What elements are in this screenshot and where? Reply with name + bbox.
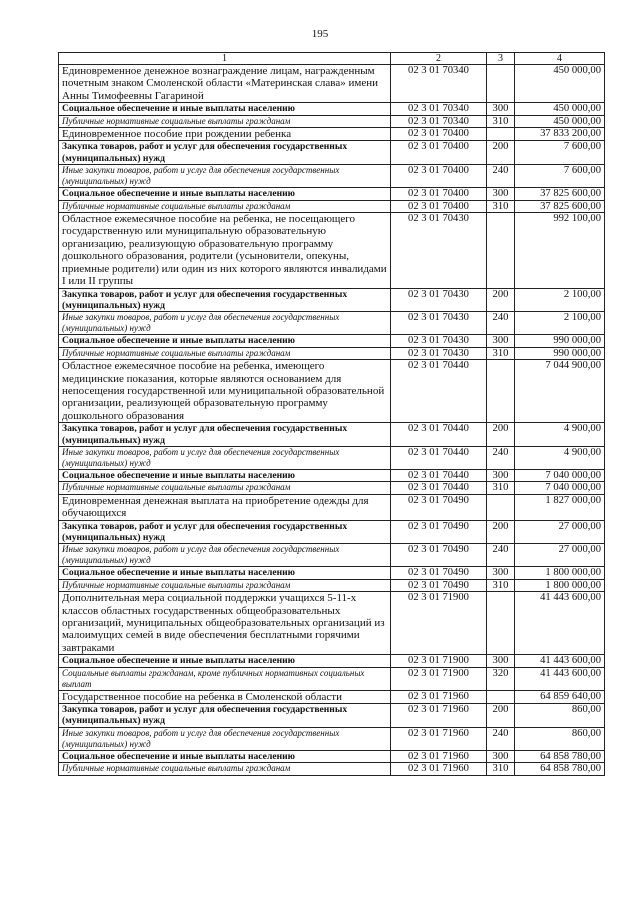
row-code-cell: 02 3 01 70490 [391, 520, 487, 544]
row-code-cell: 02 3 01 71900 [391, 592, 487, 655]
row-code-cell: 02 3 01 70340 [391, 65, 487, 103]
table-row [59, 165, 605, 188]
row-expense-type-cell: 320 [487, 667, 515, 690]
table-row [59, 704, 605, 728]
row-amount-cell: 860,00 [515, 727, 605, 750]
row-code-cell: 02 3 01 70430 [391, 347, 487, 359]
table-row [59, 213, 605, 288]
row-code-cell: 02 3 01 70400 [391, 141, 487, 165]
row-amount-cell: 450 000,00 [515, 103, 605, 115]
row-amount-cell: 4 900,00 [515, 423, 605, 447]
row-expense-type-cell [487, 494, 515, 520]
row-code-cell: 02 3 01 70400 [391, 128, 487, 141]
row-code-cell: 02 3 01 71960 [391, 690, 487, 703]
table-row [59, 103, 605, 115]
row-expense-type-cell: 200 [487, 141, 515, 165]
row-name-cell: Закупка товаров, работ и услуг для обеспечения государственных (муниципальных) нужд [59, 520, 391, 544]
table-row [59, 312, 605, 335]
table-row [59, 128, 605, 141]
row-code-cell: 02 3 01 70400 [391, 165, 487, 188]
row-expense-type-cell: 240 [487, 727, 515, 750]
row-code-cell: 02 3 01 70490 [391, 544, 487, 567]
row-expense-type-cell: 310 [487, 200, 515, 212]
row-expense-type-cell: 200 [487, 423, 515, 447]
table-row [59, 335, 605, 347]
row-code-cell: 02 3 01 70340 [391, 115, 487, 127]
row-expense-type-cell [487, 360, 515, 423]
row-code-cell: 02 3 01 71960 [391, 704, 487, 728]
row-amount-cell: 7 044 900,00 [515, 360, 605, 423]
table-row [59, 667, 605, 690]
row-name-cell: Публичные нормативные социальные выплаты гражданам [59, 347, 391, 359]
row-amount-cell: 41 443 600,00 [515, 592, 605, 655]
row-expense-type-cell: 200 [487, 704, 515, 728]
row-code-cell: 02 3 01 71960 [391, 750, 487, 762]
row-expense-type-cell: 240 [487, 165, 515, 188]
row-amount-cell: 992 100,00 [515, 213, 605, 288]
row-expense-type-cell: 310 [487, 347, 515, 359]
table-row [59, 750, 605, 762]
row-amount-cell: 41 443 600,00 [515, 655, 605, 667]
row-name-cell: Закупка товаров, работ и услуг для обеспечения государственных (муниципальных) нужд [59, 704, 391, 728]
row-code-cell: 02 3 01 70430 [391, 335, 487, 347]
table-row [59, 115, 605, 127]
row-name-cell: Иные закупки товаров, работ и услуг для обеспечения государственных (муниципальных) нужд [59, 446, 391, 469]
row-expense-type-cell: 310 [487, 115, 515, 127]
row-amount-cell: 64 858 780,00 [515, 750, 605, 762]
row-code-cell: 02 3 01 70440 [391, 469, 487, 481]
row-name-cell: Иные закупки товаров, работ и услуг для обеспечения государственных (муниципальных) нужд [59, 727, 391, 750]
row-amount-cell: 7 040 000,00 [515, 482, 605, 494]
row-name-cell: Социальное обеспечение и иные выплаты населению [59, 103, 391, 115]
row-expense-type-cell [487, 592, 515, 655]
row-expense-type-cell: 240 [487, 544, 515, 567]
row-expense-type-cell [487, 128, 515, 141]
row-name-cell: Областное ежемесячное пособие на ребенка, не посещающего государственную или муниципальную образовательную организацию, реализующую образовательную программу дошкольного образования, родители (усыновители, опекуны, приемные родители) или один из них которого являются инвалидами I или II группы [59, 213, 391, 288]
table-row [59, 360, 605, 423]
row-name-cell: Закупка товаров, работ и услуг для обеспечения государственных (муниципальных) нужд [59, 288, 391, 312]
row-expense-type-cell: 300 [487, 567, 515, 579]
row-expense-type-cell: 200 [487, 520, 515, 544]
table-row [59, 446, 605, 469]
row-code-cell: 02 3 01 70490 [391, 579, 487, 591]
row-expense-type-cell: 240 [487, 312, 515, 335]
row-amount-cell: 37 825 600,00 [515, 188, 605, 200]
row-name-cell: Государственное пособие на ребенка в Смоленской области [59, 690, 391, 703]
row-code-cell: 02 3 01 70430 [391, 213, 487, 288]
table-row [59, 494, 605, 520]
table-row [59, 200, 605, 212]
row-code-cell: 02 3 01 70490 [391, 494, 487, 520]
table-row [59, 188, 605, 200]
row-expense-type-cell: 300 [487, 655, 515, 667]
row-code-cell: 02 3 01 70430 [391, 312, 487, 335]
row-expense-type-cell [487, 690, 515, 703]
row-amount-cell: 41 443 600,00 [515, 667, 605, 690]
row-code-cell: 02 3 01 71900 [391, 667, 487, 690]
row-name-cell: Закупка товаров, работ и услуг для обеспечения государственных (муниципальных) нужд [59, 423, 391, 447]
row-expense-type-cell: 200 [487, 288, 515, 312]
row-code-cell: 02 3 01 70490 [391, 567, 487, 579]
row-name-cell: Единовременное денежное вознаграждение лицам, награжденным почетным знаком Смоленской области «Материнская слава» имени Анны Тимофеевны Гагариной [59, 65, 391, 103]
row-name-cell: Публичные нормативные социальные выплаты гражданам [59, 482, 391, 494]
row-name-cell: Публичные нормативные социальные выплаты гражданам [59, 200, 391, 212]
row-name-cell: Социальные выплаты гражданам, кроме публичных нормативных социальных выплат [59, 667, 391, 690]
row-code-cell: 02 3 01 70440 [391, 482, 487, 494]
row-amount-cell: 2 100,00 [515, 312, 605, 335]
row-expense-type-cell: 300 [487, 335, 515, 347]
row-expense-type-cell [487, 65, 515, 103]
table-row [59, 423, 605, 447]
row-code-cell: 02 3 01 70440 [391, 423, 487, 447]
row-amount-cell: 7 600,00 [515, 165, 605, 188]
row-name-cell: Иные закупки товаров, работ и услуг для обеспечения государственных (муниципальных) нужд [59, 312, 391, 335]
row-amount-cell: 4 900,00 [515, 446, 605, 469]
table-row [59, 288, 605, 312]
row-expense-type-cell: 310 [487, 579, 515, 591]
row-name-cell: Закупка товаров, работ и услуг для обеспечения государственных (муниципальных) нужд [59, 141, 391, 165]
row-amount-cell: 64 859 640,00 [515, 690, 605, 703]
row-expense-type-cell: 310 [487, 763, 515, 775]
row-name-cell: Единовременная денежная выплата на приобретение одежды для обучающихся [59, 494, 391, 520]
row-name-cell: Иные закупки товаров, работ и услуг для обеспечения государственных (муниципальных) нужд [59, 544, 391, 567]
row-amount-cell: 450 000,00 [515, 115, 605, 127]
row-name-cell: Социальное обеспечение и иные выплаты населению [59, 469, 391, 481]
table-row [59, 347, 605, 359]
table-row [59, 727, 605, 750]
table-row [59, 763, 605, 775]
column-header-amount: 4 [515, 53, 605, 65]
row-expense-type-cell: 310 [487, 482, 515, 494]
row-amount-cell: 37 825 600,00 [515, 200, 605, 212]
table-header-row [59, 53, 605, 65]
table-row [59, 482, 605, 494]
row-amount-cell: 27 000,00 [515, 544, 605, 567]
row-amount-cell: 7 600,00 [515, 141, 605, 165]
column-header-expense-type: 3 [487, 53, 515, 65]
row-amount-cell: 990 000,00 [515, 335, 605, 347]
row-name-cell: Дополнительная мера социальной поддержки учащихся 5-11-х классов областных государственных общеобразовательных организаций, муниципальных общеобразовательных организаций из малоимущих семей в виде обеспечения бесплатными горячими завтраками [59, 592, 391, 655]
row-amount-cell: 1 827 000,00 [515, 494, 605, 520]
row-amount-cell: 2 100,00 [515, 288, 605, 312]
table-row [59, 579, 605, 591]
table-body [59, 65, 605, 776]
row-code-cell: 02 3 01 71960 [391, 727, 487, 750]
table-row [59, 655, 605, 667]
row-amount-cell: 990 000,00 [515, 347, 605, 359]
row-amount-cell: 1 800 000,00 [515, 579, 605, 591]
table-row [59, 567, 605, 579]
row-name-cell: Социальное обеспечение и иные выплаты населению [59, 750, 391, 762]
column-header-code: 2 [391, 53, 487, 65]
row-amount-cell: 860,00 [515, 704, 605, 728]
row-code-cell: 02 3 01 71960 [391, 763, 487, 775]
row-expense-type-cell: 240 [487, 446, 515, 469]
page-number: 195 [311, 28, 329, 40]
row-code-cell: 02 3 01 70430 [391, 288, 487, 312]
table-row [59, 469, 605, 481]
row-name-cell: Социальное обеспечение и иные выплаты населению [59, 567, 391, 579]
row-code-cell: 02 3 01 70440 [391, 446, 487, 469]
row-amount-cell: 450 000,00 [515, 65, 605, 103]
row-name-cell: Социальное обеспечение и иные выплаты населению [59, 335, 391, 347]
row-expense-type-cell: 300 [487, 103, 515, 115]
row-code-cell: 02 3 01 71900 [391, 655, 487, 667]
row-name-cell: Публичные нормативные социальные выплаты гражданам [59, 579, 391, 591]
table-row [59, 141, 605, 165]
table-row [59, 544, 605, 567]
column-header-name: 1 [59, 53, 391, 65]
row-name-cell: Публичные нормативные социальные выплаты гражданам [59, 763, 391, 775]
row-name-cell: Социальное обеспечение и иные выплаты населению [59, 655, 391, 667]
row-amount-cell: 1 800 000,00 [515, 567, 605, 579]
budget-table [58, 52, 605, 776]
row-name-cell: Социальное обеспечение и иные выплаты населению [59, 188, 391, 200]
row-expense-type-cell: 300 [487, 188, 515, 200]
row-amount-cell: 64 858 780,00 [515, 763, 605, 775]
row-expense-type-cell: 300 [487, 750, 515, 762]
table-row [59, 592, 605, 655]
row-code-cell: 02 3 01 70340 [391, 103, 487, 115]
row-name-cell: Областное ежемесячное пособие на ребенка, имеющего медицинские показания, которые являются основанием для непосещения государственной или муниципальной образовательной организации, реализующей образовательную программу дошкольного образования [59, 360, 391, 423]
row-expense-type-cell [487, 213, 515, 288]
row-code-cell: 02 3 01 70400 [391, 188, 487, 200]
row-expense-type-cell: 300 [487, 469, 515, 481]
row-amount-cell: 37 833 200,00 [515, 128, 605, 141]
table-row [59, 690, 605, 703]
row-code-cell: 02 3 01 70440 [391, 360, 487, 423]
row-name-cell: Иные закупки товаров, работ и услуг для обеспечения государственных (муниципальных) нужд [59, 165, 391, 188]
row-name-cell: Публичные нормативные социальные выплаты гражданам [59, 115, 391, 127]
row-name-cell: Единовременное пособие при рождении ребенка [59, 128, 391, 141]
row-amount-cell: 27 000,00 [515, 520, 605, 544]
row-amount-cell: 7 040 000,00 [515, 469, 605, 481]
row-code-cell: 02 3 01 70400 [391, 200, 487, 212]
table-row [59, 65, 605, 103]
table-row [59, 520, 605, 544]
